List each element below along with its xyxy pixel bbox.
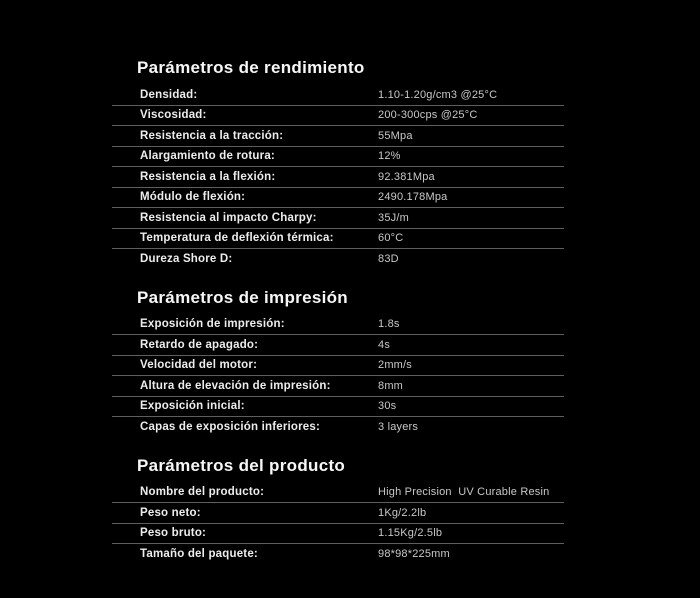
table-row — [112, 356, 564, 377]
table-row — [112, 503, 564, 524]
table-row — [112, 315, 564, 336]
row-label: Densidad: — [140, 88, 198, 101]
row-label: Dureza Shore D: — [140, 253, 233, 266]
row-value: 1.8s — [378, 318, 400, 331]
row-value: 2mm/s — [378, 359, 412, 372]
table-row — [112, 208, 564, 229]
spec-section — [112, 455, 564, 565]
row-value: 60°C — [378, 232, 404, 245]
table-row — [112, 229, 564, 250]
row-value: 3 layers — [378, 421, 419, 434]
row-label: Peso neto: — [140, 506, 201, 519]
row-value: 92.381Mpa — [378, 170, 435, 183]
row-value: 1.15Kg/2.5lb — [378, 527, 443, 540]
row-value: 12% — [378, 150, 401, 163]
row-label: Resistencia al impacto Charpy: — [140, 211, 317, 224]
spec-section — [112, 287, 564, 438]
section-title: Parámetros de rendimiento — [137, 58, 365, 77]
row-label: Exposición de impresión: — [140, 318, 285, 331]
table-row — [112, 335, 564, 356]
table-row — [112, 85, 564, 106]
row-value: 98*98*225mm — [378, 548, 450, 561]
spec-rows — [112, 315, 564, 438]
row-label: Temperatura de deflexión térmica: — [140, 232, 334, 245]
row-value: 30s — [378, 400, 397, 413]
table-row — [112, 524, 564, 545]
row-value: High Precision UV Curable Resin — [378, 486, 550, 499]
row-label: Peso bruto: — [140, 527, 207, 540]
row-label: Tamaño del paquete: — [140, 548, 258, 561]
table-row — [112, 544, 564, 565]
table-row — [112, 397, 564, 418]
row-value: 200-300cps @25°C — [378, 109, 478, 122]
table-row — [112, 483, 564, 504]
row-label: Nombre del producto: — [140, 486, 265, 499]
row-label: Módulo de flexión: — [140, 191, 246, 204]
row-value: 1Kg/2.2lb — [378, 506, 427, 519]
table-row — [112, 147, 564, 168]
table-row — [112, 126, 564, 147]
spec-section — [112, 57, 564, 270]
table-row — [112, 188, 564, 209]
table-row — [112, 249, 564, 270]
row-label: Viscosidad: — [140, 109, 207, 122]
spec-rows — [112, 85, 564, 270]
table-row — [112, 417, 564, 438]
row-value: 8mm — [378, 379, 404, 392]
table-row — [112, 106, 564, 127]
table-row — [112, 376, 564, 397]
row-label: Alargamiento de rotura: — [140, 150, 275, 163]
row-label: Exposición inicial: — [140, 400, 245, 413]
section-title: Parámetros del producto — [137, 455, 346, 475]
table-row — [112, 167, 564, 188]
row-value: 4s — [378, 338, 391, 351]
row-value: 35J/m — [378, 211, 409, 224]
row-value: 83D — [378, 253, 399, 266]
row-label: Resistencia a la flexión: — [140, 170, 276, 183]
spec-sheet — [112, 57, 564, 565]
row-label: Retardo de apagado: — [140, 338, 259, 351]
row-value: 2490.178Mpa — [378, 191, 448, 204]
row-label: Altura de elevación de impresión: — [140, 379, 331, 392]
section-title: Parámetros de impresión — [137, 287, 348, 307]
row-label: Capas de exposición inferiores: — [140, 421, 321, 434]
row-label: Velocidad del motor: — [140, 359, 258, 372]
row-label: Resistencia a la tracción: — [140, 129, 284, 142]
row-value: 1.10-1.20g/cm3 @25°C — [378, 88, 498, 101]
spec-rows — [112, 483, 564, 565]
row-value: 55Mpa — [378, 129, 413, 142]
